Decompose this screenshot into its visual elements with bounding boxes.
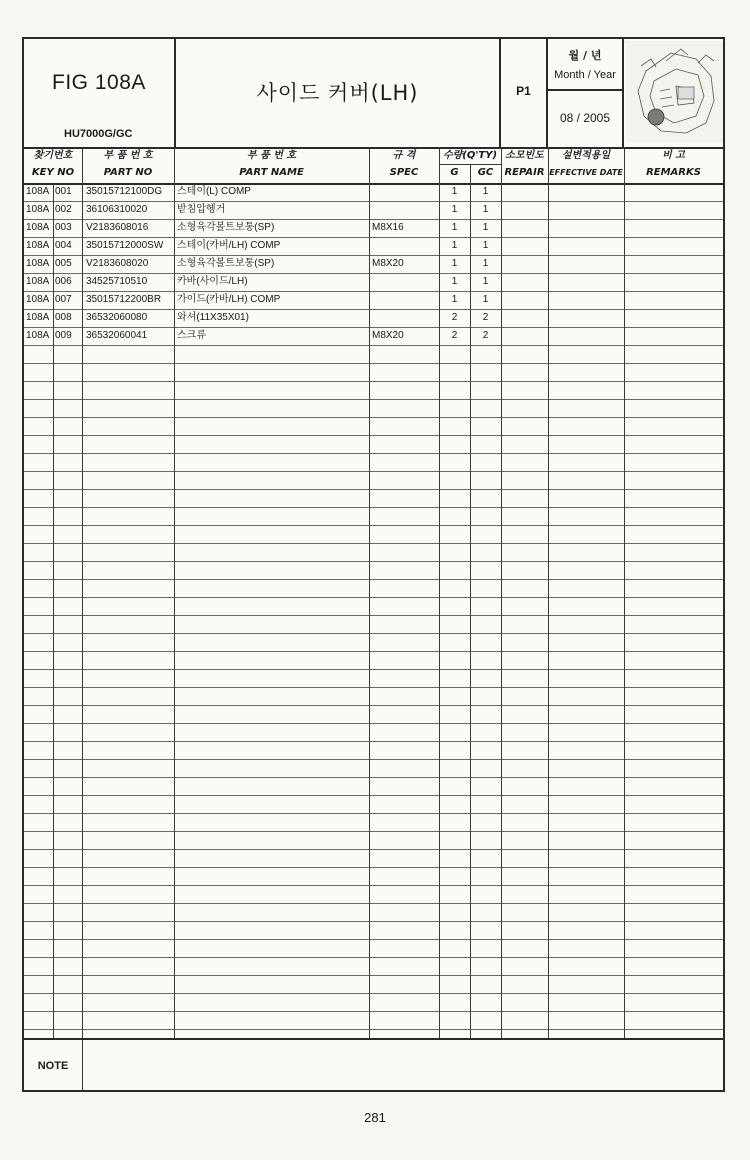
- col-remarks-kr: 비 고: [662, 150, 685, 161]
- col-key-en: KEY NO: [31, 167, 75, 178]
- cell-spec: M8X20: [372, 330, 404, 341]
- col-partno-kr: 부 품 번 호: [103, 150, 153, 161]
- cell-part-name: 와셔(11X35X01): [177, 312, 249, 323]
- cell-part-no: V2183608016: [86, 222, 149, 233]
- col-name-en: PART NAME: [239, 167, 304, 178]
- cell-part-no: 35015712100DG: [86, 186, 163, 197]
- row-rule: [24, 993, 723, 994]
- cell-qty-g: 2: [451, 330, 458, 341]
- col-qty-g: G: [450, 167, 459, 178]
- col-repair-kr: 소모빈도: [505, 150, 544, 161]
- row-rule: [24, 669, 723, 670]
- cell-fig: 108A: [26, 276, 50, 287]
- cell-spec: M8X16: [372, 222, 404, 233]
- model-name: HU7000G/GC: [64, 128, 133, 140]
- row-rule: [24, 363, 723, 364]
- row-rule: [24, 1011, 723, 1012]
- row-rule: [24, 1029, 723, 1030]
- month-year-label-en: Month / Year: [554, 69, 616, 81]
- col-repair-en: REPAIR: [504, 167, 545, 178]
- cell-qty-gc: 1: [482, 294, 489, 305]
- row-rule: [24, 507, 723, 508]
- table-row: [24, 237, 723, 255]
- cell-qty-g: 1: [451, 276, 458, 287]
- cell-key: 009: [55, 330, 72, 341]
- sheet-header: [24, 39, 723, 149]
- fig-cell: [24, 39, 176, 147]
- cell-part-name: 스테이(L) COMP: [177, 186, 251, 197]
- cell-fig: 108A: [26, 294, 50, 305]
- row-rule: [24, 741, 723, 742]
- cell-part-no: 35015712200BR: [86, 294, 162, 305]
- table-row: [24, 309, 723, 327]
- row-rule: [24, 777, 723, 778]
- row-rule: [24, 417, 723, 418]
- month-year-label: [548, 39, 622, 91]
- col-spec-en: SPEC: [389, 167, 419, 178]
- cell-part-name: 카바(사이드/LH): [177, 276, 248, 287]
- parts-list-sheet: [22, 37, 725, 1092]
- title-cell: [176, 39, 501, 147]
- row-rule: [24, 381, 723, 382]
- row-rule: [24, 345, 723, 346]
- col-name-kr: 부 품 번 호: [246, 150, 297, 161]
- cell-key: 007: [55, 294, 72, 305]
- cell-qty-gc: 2: [482, 312, 489, 323]
- table-row: [24, 255, 723, 273]
- row-rule: [24, 633, 723, 634]
- cell-key: 002: [55, 204, 72, 215]
- col-remarks-en: REMARKS: [646, 167, 701, 178]
- row-rule: [24, 579, 723, 580]
- cell-qty-gc: 1: [482, 186, 489, 197]
- row-rule: [24, 399, 723, 400]
- cell-qty-g: 1: [451, 240, 458, 251]
- cell-part-name: 받침압헹거: [177, 204, 226, 215]
- machine-thumbnail-icon: [626, 41, 723, 142]
- cell-part-name: 소형육각볼트보통(SP): [177, 222, 275, 233]
- month-year-cell: [548, 39, 624, 147]
- row-rule: [24, 795, 723, 796]
- cell-qty-g: 1: [451, 222, 458, 233]
- row-rule: [24, 849, 723, 850]
- col-qty-kr: 수량(Q'TY): [442, 150, 498, 161]
- table-row: [24, 327, 723, 345]
- cell-qty-gc: 2: [482, 330, 489, 341]
- cell-key: 008: [55, 312, 72, 323]
- cell-qty-g: 1: [451, 294, 458, 305]
- col-spec-kr: 규 격: [392, 150, 416, 161]
- cell-fig: 108A: [26, 222, 50, 233]
- row-rule: [24, 975, 723, 976]
- cell-key: 001: [55, 186, 72, 197]
- note-label: NOTE: [24, 1040, 83, 1092]
- table-row: [24, 219, 723, 237]
- month-year-label-kr: 월 / 년: [568, 49, 602, 62]
- cell-qty-gc: 1: [482, 258, 489, 269]
- cell-fig: 108A: [26, 204, 50, 215]
- page-title: 사이드 커버(LH): [256, 81, 419, 105]
- table-row: [24, 201, 723, 219]
- row-rule: [24, 471, 723, 472]
- cell-part-no: 36106310020: [86, 204, 148, 215]
- row-rule: [24, 831, 723, 832]
- page-number: 281: [364, 1110, 386, 1125]
- row-rule: [24, 597, 723, 598]
- row-rule: [24, 723, 723, 724]
- fig-number: FIG 108A: [52, 71, 146, 94]
- cell-qty-gc: 1: [482, 204, 489, 215]
- cell-qty-g: 1: [451, 258, 458, 269]
- row-rule: [24, 885, 723, 886]
- cell-qty-gc: 1: [482, 240, 489, 251]
- cell-fig: 108A: [26, 258, 50, 269]
- cell-part-name: 소형육각볼트보통(SP): [177, 258, 275, 269]
- column-header-row: [24, 147, 723, 185]
- col-eff-en: EFFECTIVE DATE: [549, 168, 623, 177]
- cell-spec: M8X20: [372, 258, 404, 269]
- month-year-value: 08 / 2005: [559, 111, 611, 125]
- table-row: [24, 183, 723, 201]
- col-key-kr: 찾기번호: [33, 150, 73, 161]
- cell-key: 006: [55, 276, 72, 287]
- thumbnail-cell: [624, 39, 723, 147]
- cell-key: 003: [55, 222, 72, 233]
- cell-part-no: 36532060041: [86, 330, 148, 341]
- row-rule: [24, 651, 723, 652]
- cell-key: 005: [55, 258, 72, 269]
- cell-part-name: 스테이(카버/LH) COMP: [177, 240, 281, 251]
- row-rule: [24, 903, 723, 904]
- row-rule: [24, 705, 723, 706]
- row-rule: [24, 957, 723, 958]
- page-code-cell: [501, 39, 548, 147]
- row-rule: [24, 435, 723, 436]
- row-rule: [24, 687, 723, 688]
- row-rule: [24, 561, 723, 562]
- page-code: P1: [516, 84, 531, 98]
- cell-fig: 108A: [26, 312, 50, 323]
- cell-key: 004: [55, 240, 72, 251]
- table-row: [24, 273, 723, 291]
- cell-qty-gc: 1: [482, 276, 489, 287]
- cell-qty-gc: 1: [482, 222, 489, 233]
- col-partno-en: PART NO: [103, 167, 153, 178]
- table-row: [24, 291, 723, 309]
- cell-part-no: 35015712000SW: [86, 240, 164, 251]
- row-rule: [24, 813, 723, 814]
- col-qty-gc: GC: [477, 167, 494, 178]
- row-rule: [24, 525, 723, 526]
- cell-qty-g: 2: [451, 312, 458, 323]
- row-rule: [24, 867, 723, 868]
- row-rule: [24, 615, 723, 616]
- cell-part-no: 34525710510: [86, 276, 148, 287]
- cell-part-name: 가이드(카바/LH) COMP: [177, 294, 281, 305]
- cell-fig: 108A: [26, 186, 50, 197]
- row-rule: [24, 543, 723, 544]
- row-rule: [24, 921, 723, 922]
- cell-part-name: 스크류: [177, 330, 206, 341]
- cell-qty-g: 1: [451, 186, 458, 197]
- row-rule: [24, 939, 723, 940]
- cell-part-no: 36532060080: [86, 312, 148, 323]
- cell-part-no: V2183608020: [86, 258, 149, 269]
- cell-qty-g: 1: [451, 204, 458, 215]
- row-rule: [24, 759, 723, 760]
- cell-fig: 108A: [26, 330, 50, 341]
- cell-fig: 108A: [26, 240, 50, 251]
- row-rule: [24, 489, 723, 490]
- note-section: [24, 1038, 723, 1092]
- row-rule: [24, 453, 723, 454]
- col-eff-kr: 설변적용일: [561, 150, 611, 161]
